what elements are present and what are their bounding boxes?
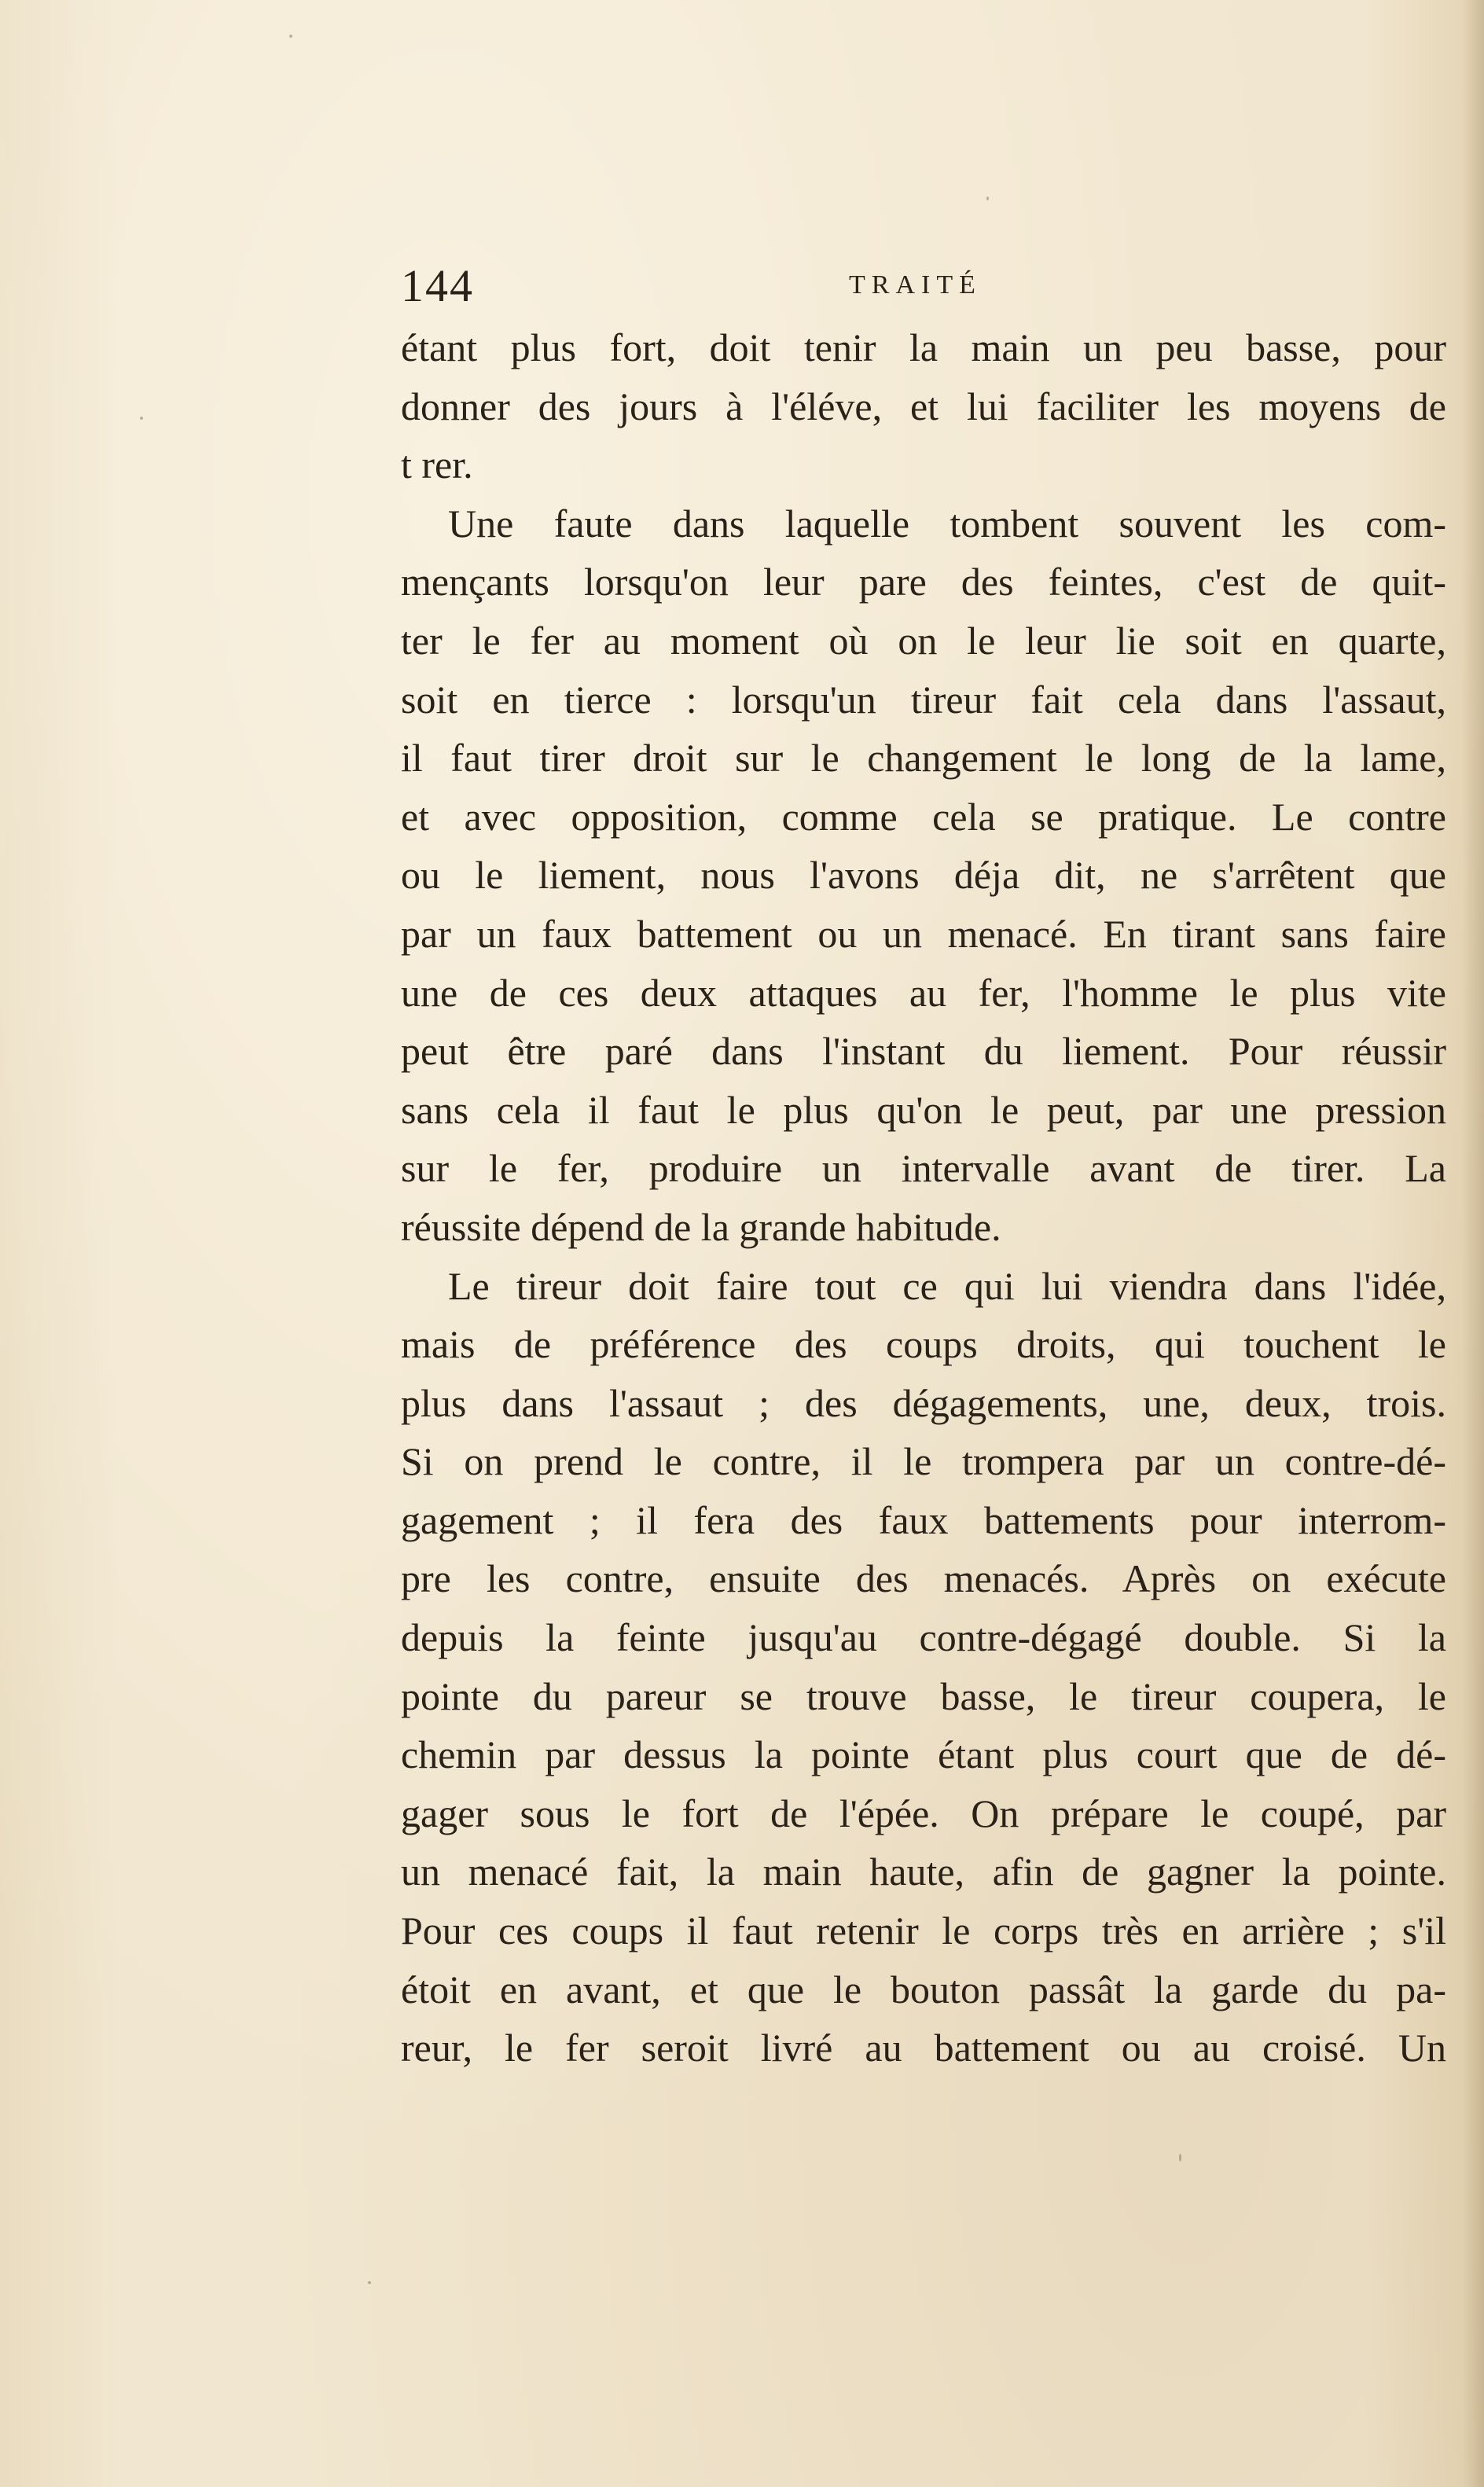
text-line: pre les contre, ensuite des menacés. Après on exécute [401, 1556, 1446, 1601]
text-line: un menacé fait, la main haute, afin de gagner la pointe. [401, 1850, 1446, 1894]
text-line: ter le fer au moment où on le leur lie soit en quarte, [401, 618, 1446, 663]
text-line: et avec opposition, comme cela se pratique. Le contre [401, 794, 1446, 839]
text-line: depuis la feinte jusqu'au contre-dégagé double. Si la [401, 1615, 1446, 1660]
running-head: TRAITÉ [849, 270, 982, 299]
text-line: Si on prend le contre, il le trompera par un contre-dé- [401, 1439, 1446, 1484]
text-line: chemin par dessus la pointe étant plus court que de dé- [401, 1732, 1446, 1777]
body-text [401, 318, 1446, 2077]
paper-speck [140, 417, 143, 420]
text-line: par un faux battement ou un menacé. En tirant sans faire [401, 911, 1446, 956]
text-line: pointe du pareur se trouve basse, le tireur coupera, le [401, 1673, 1446, 1718]
paper-speck [368, 2281, 371, 2284]
text-line: gagement ; il fera des faux battements pour interrom- [401, 1497, 1446, 1542]
paper-speck [1179, 2154, 1181, 2162]
text-line: réussite dépend de la grande habitude. [401, 1204, 1001, 1249]
text-line: reur, le fer seroit livré au battement ou au croisé. Un [401, 2026, 1446, 2070]
text-line: Une faute dans laquelle tombent souvent les com- [448, 501, 1446, 546]
text-line: mençants lorsqu'on leur pare des feintes, c'est de quit- [401, 560, 1446, 604]
text-line: étoit en avant, et que le bouton passât la garde du pa- [401, 1967, 1446, 2011]
page-number: 144 [401, 260, 474, 311]
text-line: Pour ces coups il faut retenir le corps très en arrière ; s'il [401, 1908, 1446, 1953]
text-line: étant plus fort, doit tenir la main un peu basse, pour [401, 325, 1446, 369]
text-line: sans cela il faut le plus qu'on le peut, par une pression [401, 1087, 1446, 1132]
text-line: donner des jours à l'éléve, et lui faciliter les moyens de [401, 384, 1446, 428]
paper-speck [986, 197, 989, 200]
text-line: peut être paré dans l'instant du liement. Pour réussir [401, 1029, 1446, 1074]
text-line: une de ces deux attaques au fer, l'homme le plus vite [401, 970, 1446, 1015]
text-line: t rer. [401, 443, 473, 487]
page-header [401, 259, 1446, 314]
text-line: sur le fer, produire un intervalle avant de tirer. La [401, 1146, 1446, 1191]
text-line: soit en tierce : lorsqu'un tireur fait cela dans l'assaut, [401, 677, 1446, 722]
text-line: plus dans l'assaut ; des dégagements, une, deux, trois. [401, 1380, 1446, 1425]
text-line: gager sous le fort de l'épée. On prépare le coupé, par [401, 1791, 1446, 1835]
text-line: mais de préférence des coups droits, qui touchent le [401, 1322, 1446, 1367]
text-line: Le tireur doit faire tout ce qui lui viendra dans l'idée, [448, 1263, 1446, 1308]
text-line: il faut tirer droit sur le changement le long de la lame, [401, 736, 1446, 781]
page-edge-shadow [1462, 0, 1484, 2487]
paper-speck [289, 35, 292, 38]
text-line: ou le liement, nous l'avons déja dit, ne s'arrêtent que [401, 853, 1446, 898]
